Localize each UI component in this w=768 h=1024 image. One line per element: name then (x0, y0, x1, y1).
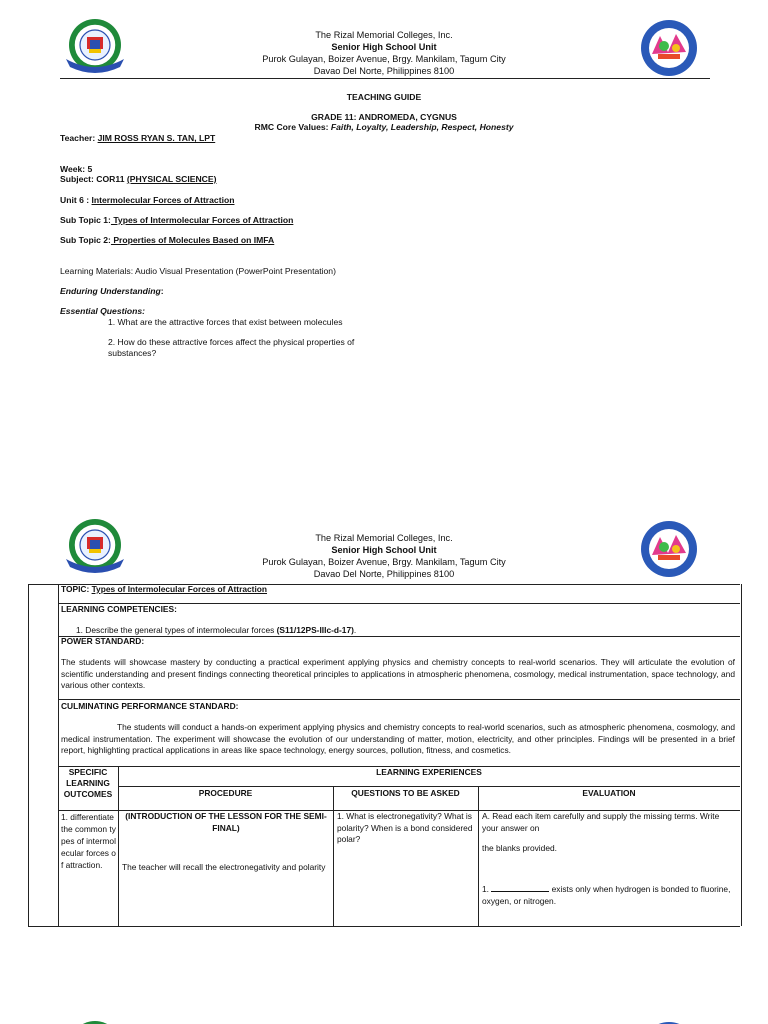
eval-instructions: A. Read each item carefully and supply the missing terms. Write your answer on (482, 811, 720, 833)
questions-text: 1. What is electronegativity? What is polarity? When is a bond considered polar? (337, 811, 473, 844)
subtopic1-label: Sub Topic 1: (60, 215, 111, 225)
topic-name: Types of Intermolecular Forces of Attraction (91, 584, 268, 594)
essential-q1: 1. What are the attractive forces that exist between molecules (108, 317, 343, 327)
procedure-text: The teacher will recall the electronegativity and polarity (122, 862, 326, 872)
school-header (0, 29, 768, 77)
subtopic1-name: Types of Intermolecular Forces of Attraction (110, 215, 294, 225)
header-divider (60, 78, 710, 79)
margin-bottom-line (28, 926, 58, 927)
unit-label: Unit 6 : (60, 195, 92, 205)
table-bottom-line (58, 926, 740, 927)
guide-title: TEACHING GUIDE (346, 92, 422, 102)
subtopic2-line (60, 235, 274, 246)
enduring-line (60, 286, 164, 297)
row-line-culminating (58, 699, 740, 700)
teacher-line (60, 133, 215, 144)
competency-code: (S11/12PS-IIIc-d-17) (276, 625, 354, 635)
subtopic2-name: Properties of Molecules Based on IMFA (110, 235, 275, 245)
col-specific-outcomes: SPECIFIC LEARNING OUTCOMES (63, 767, 113, 799)
teacher-name: JIM ROSS RYAN S. TAN, LPT (97, 133, 216, 143)
subject-label: Subject: COR11 (60, 174, 127, 184)
essential-label: Essential Questions: (60, 306, 146, 316)
school-unit-p2: Senior High School Unit (331, 545, 437, 555)
school-address: Purok Gulayan, Boizer Avenue, Brgy. Mankilam, Tagum City (262, 54, 506, 64)
school-unit: Senior High School Unit (331, 42, 437, 52)
competencies-label: LEARNING COMPETENCIES: (61, 604, 177, 614)
core-values: Faith, Loyalty, Leadership, Respect, Honesty (330, 122, 514, 132)
school-city-p2: Davao Del Norte, Philippines 8100 (313, 569, 455, 579)
topic-cell (61, 584, 731, 596)
eval-item-text: exists only when hydrogen is bonded to fluorine, oxygen, or nitrogen. (482, 884, 731, 906)
subject-line (60, 174, 216, 185)
core-values-line (0, 122, 768, 133)
topic-label: TOPIC: (61, 584, 92, 594)
culminating-text: The students will conduct a hands-on experiment applying physics and chemistry concepts to real-world scenarios, such as atmospheric phenomena, cosmology, and medical instrumentation. The experiment will showcase the evolution of our understanding of matter, motion, electricity, and other principles. Findings will be presented in a brief report, highlighting practical applications in areas like space technology, energy sources, pollution, fitness, and cosmetics. (61, 722, 735, 755)
eval-item-1 (482, 883, 736, 907)
enduring-colon: : (160, 286, 164, 296)
col-line-2 (333, 786, 334, 926)
power-label: POWER STANDARD: (61, 636, 145, 646)
col-learning-experiences: LEARNING EXPERIENCES (376, 767, 482, 777)
competency-end: . (353, 625, 357, 635)
learning-materials: Learning Materials: Audio Visual Presentation (PowerPoint Presentation) (60, 266, 336, 276)
margin-top-line (28, 584, 58, 585)
essential-q2a: 2. How do these attractive forces affect the physical properties of (108, 337, 355, 347)
enduring-label: Enduring Understanding (60, 286, 161, 296)
competency-item (76, 625, 726, 637)
school-city: Davao Del Norte, Philippines 8100 (313, 66, 455, 76)
essential-q2b: substances? (108, 348, 157, 358)
subtopic1-line (60, 215, 293, 226)
eval-answer-blank[interactable] (491, 883, 549, 892)
week-line: Week: 5 (60, 164, 93, 174)
col-questions: QUESTIONS TO BE ASKED (351, 788, 460, 798)
power-text: The students will showcase mastery by conducting a practical experiment applying physics and chemistry concepts to real-world scenarios. They will articulate the evolution of scientific understanding and present findings connecting theoretical principles to applications in atmospheric phenomena, cosmology, medical instrumentation, space technology, and various other contexts. (61, 657, 735, 690)
col-evaluation: EVALUATION (582, 788, 636, 798)
col-line-3 (478, 786, 479, 926)
school-header-p2 (0, 532, 768, 580)
eval-item-number: 1. (482, 884, 492, 894)
grade-line: GRADE 11: ANDROMEDA, CYGNUS (311, 112, 457, 122)
teacher-label: Teacher: (60, 133, 98, 143)
outcome-text: 1. differentiate the common types of intermolecular forces of attraction. (61, 812, 116, 870)
culminating-label: CULMINATING PERFORMANCE STANDARD: (61, 701, 239, 711)
col-procedure: PROCEDURE (198, 788, 253, 798)
unit-name: Intermolecular Forces of Attraction (91, 195, 235, 205)
unit-line (60, 195, 234, 206)
school-name: The Rizal Memorial Colleges, Inc. (315, 30, 453, 40)
school-name-p2: The Rizal Memorial Colleges, Inc. (315, 533, 453, 543)
subheader-line (118, 786, 740, 787)
rmc-seal-logo-p3 (62, 1017, 128, 1024)
row-line-power (58, 636, 740, 637)
school-address-p2: Purok Gulayan, Boizer Avenue, Brgy. Mankilam, Tagum City (262, 557, 506, 567)
competency-text: 1. Describe the general types of intermolecular forces (76, 625, 277, 635)
eval-instructions-cont: the blanks provided. (482, 843, 557, 853)
subtopic2-label: Sub Topic 2: (60, 235, 111, 245)
core-values-label: RMC Core Values: (254, 122, 331, 132)
subject-name: (PHYSICAL SCIENCE) (126, 174, 217, 184)
table-margin-line (28, 584, 29, 926)
procedure-title: (INTRODUCTION OF THE LESSON FOR THE SEMI-FINAL) (125, 811, 327, 833)
shs-badge-logo-p3 (638, 1020, 700, 1024)
